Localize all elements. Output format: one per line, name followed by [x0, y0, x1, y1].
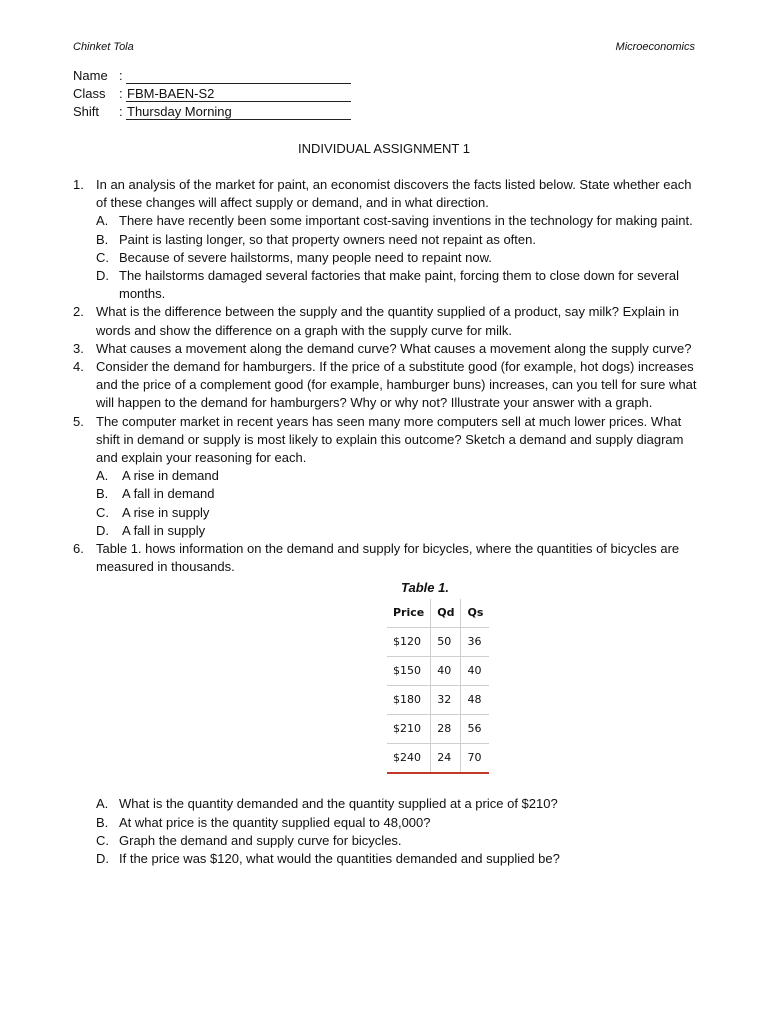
- table-cell: 40: [431, 657, 461, 686]
- question-text: Table 1. hows information on the demand and supply for bicycles, where the quantities of bicycles are measured in thousands.: [96, 541, 680, 575]
- table-cell: 50: [431, 628, 461, 657]
- table-cell: 70: [461, 744, 490, 774]
- option: C. Graph the demand and supply curve for bicycles.: [96, 832, 402, 848]
- question-text: In an analysis of the market for paint, an economist discovers the facts listed below. State whether each of these changes will affect supply or demand, and in what direction.: [96, 177, 692, 211]
- option: D. If the price was $120, what would the quantities demanded and supplied be?: [96, 851, 560, 867]
- question-text: The computer market in recent years has seen many more computers sell at much lower prices. What shift in demand or supply is most likely to explain this outcome? Sketch a demand and supply diagram and explain your reasoning for each.: [96, 413, 684, 466]
- class-label: Class: [73, 86, 106, 101]
- question-2: 2. What is the difference between the supply and the quantity supplied of a product, say milk? Explain in words and show the difference on a graph with the supply curve for milk.: [73, 303, 698, 339]
- option: C. A rise in supply: [96, 504, 210, 520]
- class-field: FBM-BAEN-S2: [126, 85, 351, 102]
- question-5: 5. The computer market in recent years has seen many more computers sell at much lower prices. What shift in demand or supply is most likely to explain this outcome? Sketch a demand and supply diagram and explain your reasoning for each. A. A rise in demand B. A fall in demand C. A rise in supply D. A fall in supply: [73, 413, 698, 540]
- table-row: [387, 744, 489, 774]
- question-1: 1. In an analysis of the market for paint, an economist discovers the facts listed below. State whether each of these changes will affect supply or demand, and in what direction. A. There have recently been some important cost-saving inventions in the technology for making paint. B. Paint is lasting longer, so that property owners need not repaint as often. C. Because of severe hailstorms, many people need to repaint now. D. The hailstorms damaged several factories that make paint, forcing them to close down for several months.: [73, 176, 698, 303]
- option: B. Paint is lasting longer, so that property owners need not repaint as often.: [96, 231, 536, 247]
- name-row: Name :: [73, 67, 351, 85]
- column-header: Qs: [461, 599, 490, 628]
- table-cell: $120: [387, 628, 431, 657]
- option: A. A rise in demand: [96, 468, 219, 484]
- question-text: What causes a movement along the demand curve? What causes a movement along the supply curve?: [96, 340, 692, 356]
- question-list: [73, 176, 698, 868]
- bicycle-table: [387, 599, 489, 774]
- table-cell: $240: [387, 744, 431, 774]
- table-row: [387, 686, 489, 715]
- question-4: 4. Consider the demand for hamburgers. If the price of a substitute good (for example, hot dogs) increases and the price of a complement good (for example, hamburger buns) increases, can you tell for sure what will happen to the demand for hamburgers? Why or why not? Illustrate your answer with a graph.: [73, 358, 698, 413]
- option: D. The hailstorms damaged several factories that make paint, forcing them to close down for several months.: [96, 268, 679, 302]
- table-cell: 56: [461, 715, 490, 744]
- table-caption: Table 1.: [401, 580, 449, 596]
- table-cell: 36: [461, 628, 490, 657]
- table-cell: 40: [461, 657, 490, 686]
- option: B. A fall in demand: [96, 486, 215, 502]
- table-cell: $210: [387, 715, 431, 744]
- column-header: Price: [393, 606, 425, 620]
- option: B. At what price is the quantity supplied equal to 48,000?: [96, 814, 431, 830]
- question-text: What is the difference between the supply and the quantity supplied of a product, say milk? Explain in words and show the difference on a graph with the supply curve for milk.: [96, 304, 679, 338]
- question-3: 3. What causes a movement along the demand curve? What causes a movement along the supply curve?: [73, 340, 698, 358]
- question-6-subparts: [73, 795, 698, 868]
- name-label: Name: [73, 68, 108, 83]
- header-course: Microeconomics: [615, 41, 695, 53]
- table-cell: 48: [461, 686, 490, 715]
- table-cell: 32: [431, 686, 461, 715]
- page-title: INDIVIDUAL ASSIGNMENT 1: [298, 141, 470, 156]
- name-field: [126, 67, 351, 84]
- table-row: [387, 657, 489, 686]
- column-header: Qd: [431, 599, 461, 628]
- table-cell: 28: [431, 715, 461, 744]
- table-cell: $180: [387, 686, 431, 715]
- question-text: Consider the demand for hamburgers. If the price of a substitute good (for example, hot dogs) increases and the price of a complement good (for example, hamburger buns) increases, can you tell for sure what will happen to the demand for hamburgers? Why or why not? Illustrate your answer with a graph.: [96, 359, 697, 411]
- table-section: [73, 579, 698, 795]
- student-info: [73, 67, 351, 121]
- shift-row: Shift : Thursday Morning: [73, 103, 351, 121]
- class-row: Class : FBM-BAEN-S2: [73, 85, 351, 103]
- option: C. Because of severe hailstorms, many people need to repaint now.: [96, 249, 492, 265]
- table-row: [387, 715, 489, 744]
- question-6: 6. Table 1. hows information on the demand and supply for bicycles, where the quantities of bicycles are measured in thousands.: [73, 540, 698, 576]
- option: A. There have recently been some important cost-saving inventions in the technology for making paint.: [96, 213, 693, 229]
- header-author: Chinket Tola: [73, 41, 134, 53]
- shift-field: Thursday Morning: [126, 103, 351, 120]
- option: A. What is the quantity demanded and the quantity supplied at a price of $210?: [96, 796, 558, 812]
- option: D. A fall in supply: [96, 522, 206, 538]
- table-cell: 24: [431, 744, 461, 774]
- shift-label: Shift: [73, 104, 100, 119]
- table-row: [387, 628, 489, 657]
- table-header-row: [387, 599, 489, 628]
- table-cell: $150: [387, 657, 431, 686]
